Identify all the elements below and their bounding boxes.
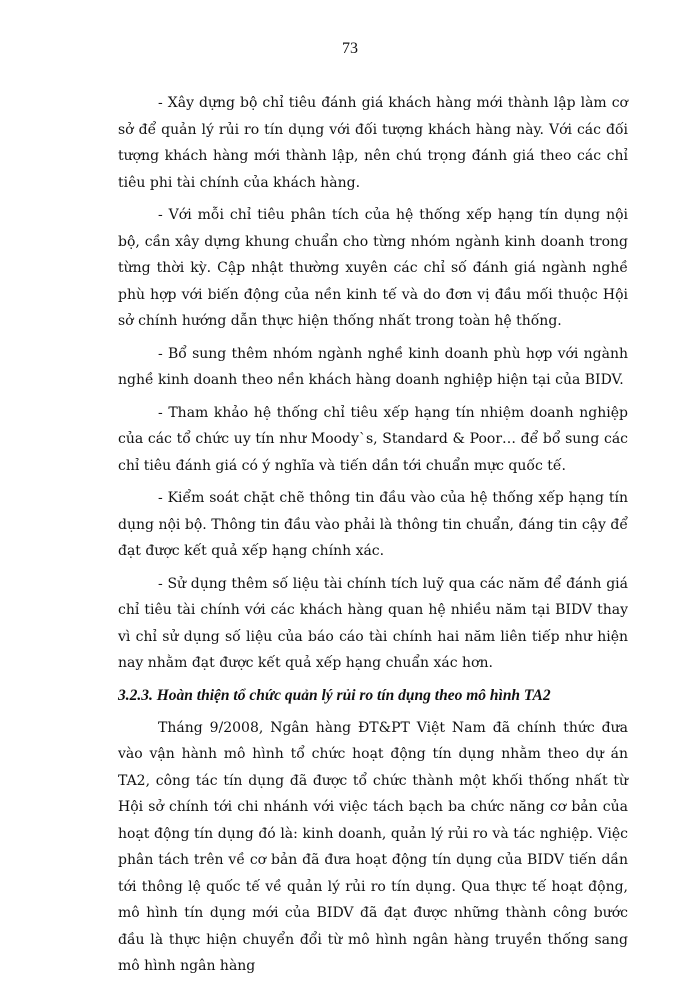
paragraph-5: - Kiểm soát chặt chẽ thông tin đầu vào của hệ thống xếp hạng tín dụng nội bộ. Thông tin đầu vào phải là thông tin chuẩn, đáng tin cậy để đạt được kết quả xếp hạng chính xác. <box>118 490 628 559</box>
page-body <box>118 90 628 986</box>
paragraph-6: - Sử dụng thêm số liệu tài chính tích luỹ qua các năm để đánh giá chỉ tiêu tài chính với các khách hàng quan hệ nhiều năm tại BIDV thay vì chỉ sử dụng số liệu của báo cáo tài chính hai năm liên tiếp như hiện nay nhằm đạt được kết quả xếp hạng chuẩn xác hơn. <box>118 575 628 671</box>
paragraph-2: - Với mỗi chỉ tiêu phân tích của hệ thống xếp hạng tín dụng nội bộ, cần xây dựng khung chuẩn cho từng nhóm ngành kinh doanh trong từng thời kỳ. Cập nhật thường xuyên các chỉ số đánh giá ngành nghề phù hợp với biến động của nền kinh tế và do đơn vị đầu mối thuộc Hội sở chính hướng dẫn thực hiện thống nhất trong toàn hệ thống. <box>118 207 628 329</box>
section-heading: 3.2.3. Hoàn thiện tổ chức quản lý rủi ro tín dụng theo mô hình TA2 <box>118 686 551 704</box>
paragraph-1: - Xây dựng bộ chỉ tiêu đánh giá khách hàng mới thành lập làm cơ sở để quản lý rủi ro tín dụng với đối tượng khách hàng này. Với các đối tượng khách hàng mới thành lập, nên chú trọng đánh giá theo các chỉ tiêu phi tài chính của khách hàng. <box>118 95 628 191</box>
page-number: 73 <box>342 40 358 57</box>
paragraph-4: - Tham khảo hệ thống chỉ tiêu xếp hạng tín nhiệm doanh nghiệp của các tổ chức uy tín như Moody`s, Standard & Poor… để bổ sung các chỉ tiêu đánh giá có ý nghĩa và tiến dần tới chuẩn mực quốc tế. <box>118 404 628 474</box>
section-paragraph: Tháng 9/2008, Ngân hàng ĐT&PT Việt Nam đã chính thức đưa vào vận hành mô hình tổ chức hoạt động tín dụng nhằm theo dự án TA2, công tác tín dụng đã được tổ chức thành một khối thống nhất từ Hội sở chính tới chi nhánh với việc tách bạch ba chức năng cơ bản của hoạt động tín dụng đó là: kinh doanh, quản lý rủi ro và tác nghiệp. Việc phân tách trên về cơ bản đã đưa hoạt động tín dụng của BIDV tiến dần tới thông lệ quốc tế về quản lý rủi ro tín dụng. Qua thực tế hoạt động, mô hình tín dụng mới của BIDV đã đạt được những thành công bước đầu là thực hiện chuyển đổi từ mô hình ngân hàng truyền thống sang mô hình ngân hàng <box>118 719 628 974</box>
paragraph-3: - Bổ sung thêm nhóm ngành nghề kinh doanh phù hợp với ngành nghề kinh doanh theo nền khách hàng doanh nghiệp hiện tại của BIDV. <box>118 345 628 388</box>
